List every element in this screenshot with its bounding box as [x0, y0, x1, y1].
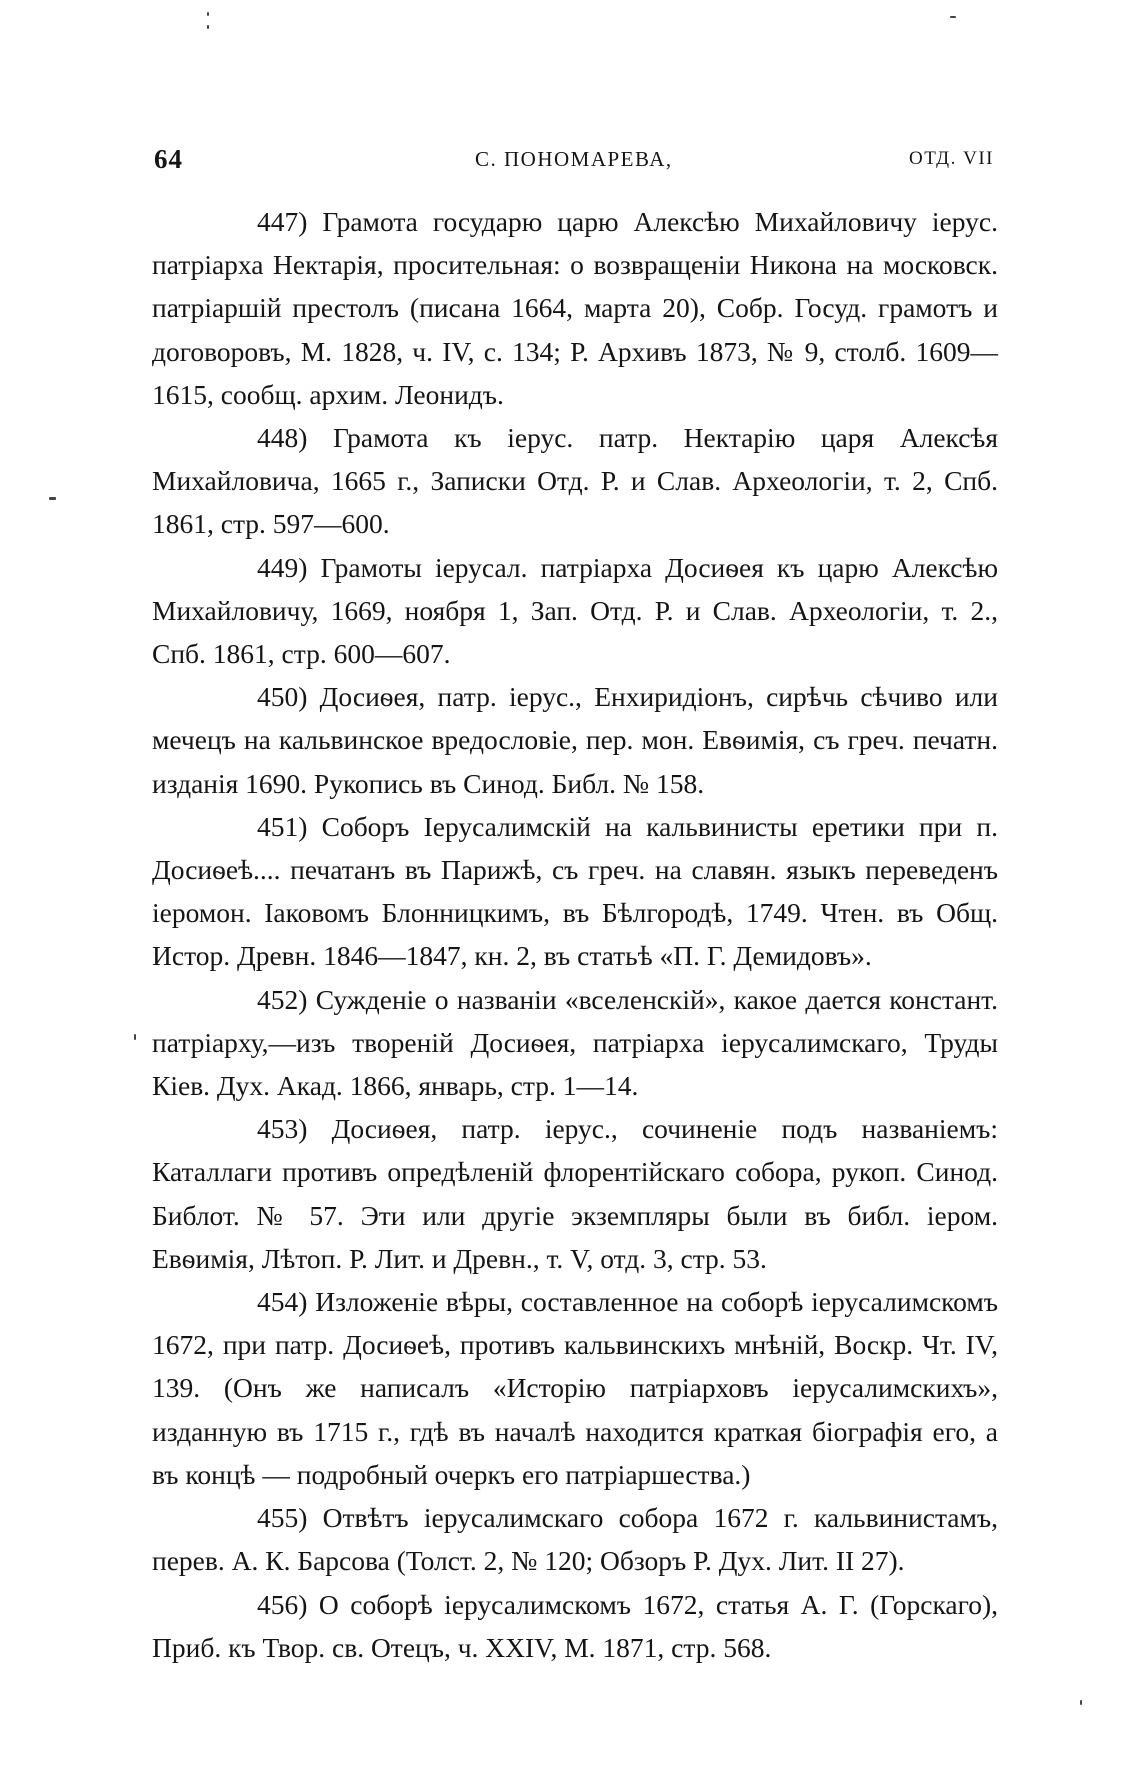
- entry-455: 455) Отвѣтъ iерусалимскаго собора 1672 г. кальвинистамъ, перев. А. К. Барсова (Толст. 2, № 120; Обзоръ Р. Дух. Лит. II 27).: [152, 1502, 998, 1577]
- entry-451: 451) Соборъ Iерусалимскiй на кальвинисты еретики при п. Досиѳеѣ.... печатанъ въ Парижѣ, съ греч. на славян. языкъ переведенъ iеромон. Iаковомъ Блонницкимъ, въ Бѣлгородѣ, 1749. Чтен. въ Общ. Истор. Древн. 1846—1847, кн. 2, въ статьѣ «П. Г. Демидовъ».: [152, 810, 998, 972]
- entry-447: 447) Грамота государю царю Алексѣю Михайловичу iерус. патрiарха Нектарiя, просительная: о возвращенiи Никона на московск. патрiаршiй престолъ (писана 1664, марта 20), Собр. Госуд. грамотъ и договоровъ, М. 1828, ч. IV, с. 134; Р. Архивъ 1873, № 9, столб. 1609—1615, сообщ. архим. Леонидъ.: [152, 206, 998, 410]
- page-number: 64: [154, 144, 183, 174]
- scan-speck: [49, 497, 56, 500]
- entry-456: 456) О соборѣ iерусалимскомъ 1672, статья А. Г. (Горскаго), Приб. къ Твор. св. Отецъ, ч. XXIV, М. 1871, стр. 568.: [152, 1588, 998, 1663]
- running-title: С. ПОНОМАРЕВА,: [475, 147, 673, 171]
- scan-speck: [950, 16, 956, 18]
- bibliography-entries: [152, 200, 998, 1669]
- scan-speck: [1080, 1700, 1082, 1705]
- entry-453: 453) Досиѳея, патр. iерус., сочиненiе подъ названiемъ: Каталлаги противъ опредѣленiй флорентiйскаго собора, рукоп. Синод. Библот. № 57. Эти или другiе экземпляры были въ библ. iером. Евѳимiя, Лѣтоп. Р. Лит. и Древн., т. V, отд. 3, стр. 53.: [152, 1113, 998, 1274]
- entry-449: 449) Грамоты iерусал. патрiарха Досиѳея къ царю Алексѣю Михайловичу, 1669, ноября 1, Зап. Отд. Р. и Слав. Археологiи, т. 2., Спб. 1861, стр. 600—607.: [152, 551, 998, 670]
- entry-454: 454) Изложенiе вѣры, составленное на соборѣ iерусалимскомъ 1672, при патр. Досиѳеѣ, противъ кальвинскихъ мнѣнiй, Воскр. Чт. IV, 139. (Онъ же написалъ «Исторiю патрiарховъ iерусалимскихъ», изданную въ 1715 г., гдѣ въ началѣ находится краткая бiографiя его, а въ концѣ — подробный очеркъ его патрiаршества.): [152, 1286, 998, 1490]
- entry-448: 448) Грамота къ iерус. патр. Нектарiю царя Алексѣя Михайловича, 1665 г., Записки Отд. Р. и Слав. Археологiи, т. 2, Спб. 1861, стр. 597—600.: [152, 422, 998, 540]
- section-mark: ОТД. VII: [909, 148, 994, 169]
- running-header: [150, 144, 1000, 180]
- entry-450: 450) Досиѳея, патр. iерус., Енхиридiонъ, сирѣчь сѣчиво или мечецъ на кальвинское вредословiе, пер. мон. Евѳимiя, съ греч. печатн. изданiя 1690. Рукопись въ Синод. Библ. № 158.: [152, 681, 998, 799]
- scan-speck: [207, 12, 209, 16]
- scan-speck: [134, 1034, 136, 1040]
- entry-452: 452) Сужденiе о названiи «вселенскiй», какое дается констант. патрiарху,—изъ творенiй Досиѳея, патрiарха iерусалимскаго, Труды Кiев. Дух. Акад. 1866, январь, стр. 1—14.: [152, 983, 998, 1102]
- scan-speck: [207, 25, 209, 29]
